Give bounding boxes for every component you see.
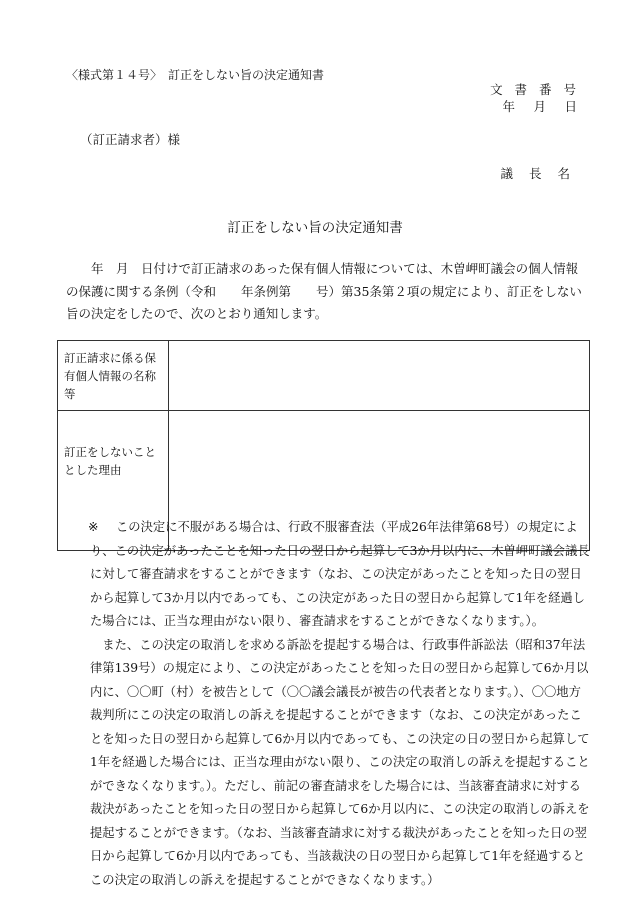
note-mark: ※ (88, 520, 99, 534)
note-appeal-text: この決定に不服がある場合は、行政不服審査法（平成26年法律第68号）の規定により、この決定があったことを知った日の翌日から起算して3か月以内に、木曽岬町議会議長に対して審査請求をすることができます（なお、この決定があったことを知った日の翌日から起算して3か月以内であっても、この決定があった日の翌日から起算して1年を経過した場合には、正当な理由がない限り、審査請求をすることができなくなります。）。 (90, 520, 590, 628)
issuer-name: 議 長 名 (500, 166, 576, 181)
table-label-cell: 訂正請求に係る保有個人情報の名称等 (58, 341, 169, 411)
table-label-cell: 訂正をしないこととした理由 (58, 411, 169, 551)
document-number: 文 書 番 号 (490, 82, 580, 97)
table-value-cell[interactable] (169, 341, 590, 411)
notice-paragraph: 年 月 日付けで訂正請求のあった保有個人情報については、木曽岬町議会の個人情報の保護に関する条例（令和 年条例第 号）第35条第２項の規定により、訂正をしない旨の決定をしたので、次のとおり通知します。 (66, 261, 582, 321)
document-title: 訂正をしない旨の決定通知書 (227, 220, 403, 236)
notice-body (66, 258, 589, 326)
notes-section (66, 516, 590, 892)
table-row (58, 341, 590, 411)
form-number-label: 〈様式第１４号〉 訂正をしない旨の決定通知書 (66, 68, 325, 82)
note-appeal (66, 516, 590, 634)
addressee: （訂正請求者）様 (80, 132, 181, 147)
document-date: 年 月 日 (502, 99, 580, 114)
note-lawsuit: また、この決定の取消しを求める訴訟を提起する場合は、行政事件訴訟法（昭和37年法律第139号）の規定により、この決定があったことを知った日の翌日から起算して6か月以内に、〇〇町（村）を被告として（〇〇議会議長が被告の代表者となります。）、〇〇地方裁判所にこの決定の取消しの訴えを提起することができます（なお、この決定があったことを知った日の翌日から起算して6か月以内であっても、この決定の日の翌日から起算して1年を経過した場合には、正当な理由がない限り、この決定の取消しの訴えを提起することができなくなります。）。ただし、前記の審査請求をした場合には、当該審査請求に対する裁決があったことを知った日の翌日から起算して6か月以内に、この決定の取消しの訴えを提起することができます。（なお、当該審査請求に対する裁決があったことを知った日の翌日から起算して6か月以内であっても、当該裁決の日の翌日から起算して1年を経過するとこの決定の取消しの訴えを提起することができなくなります。） (90, 637, 590, 887)
